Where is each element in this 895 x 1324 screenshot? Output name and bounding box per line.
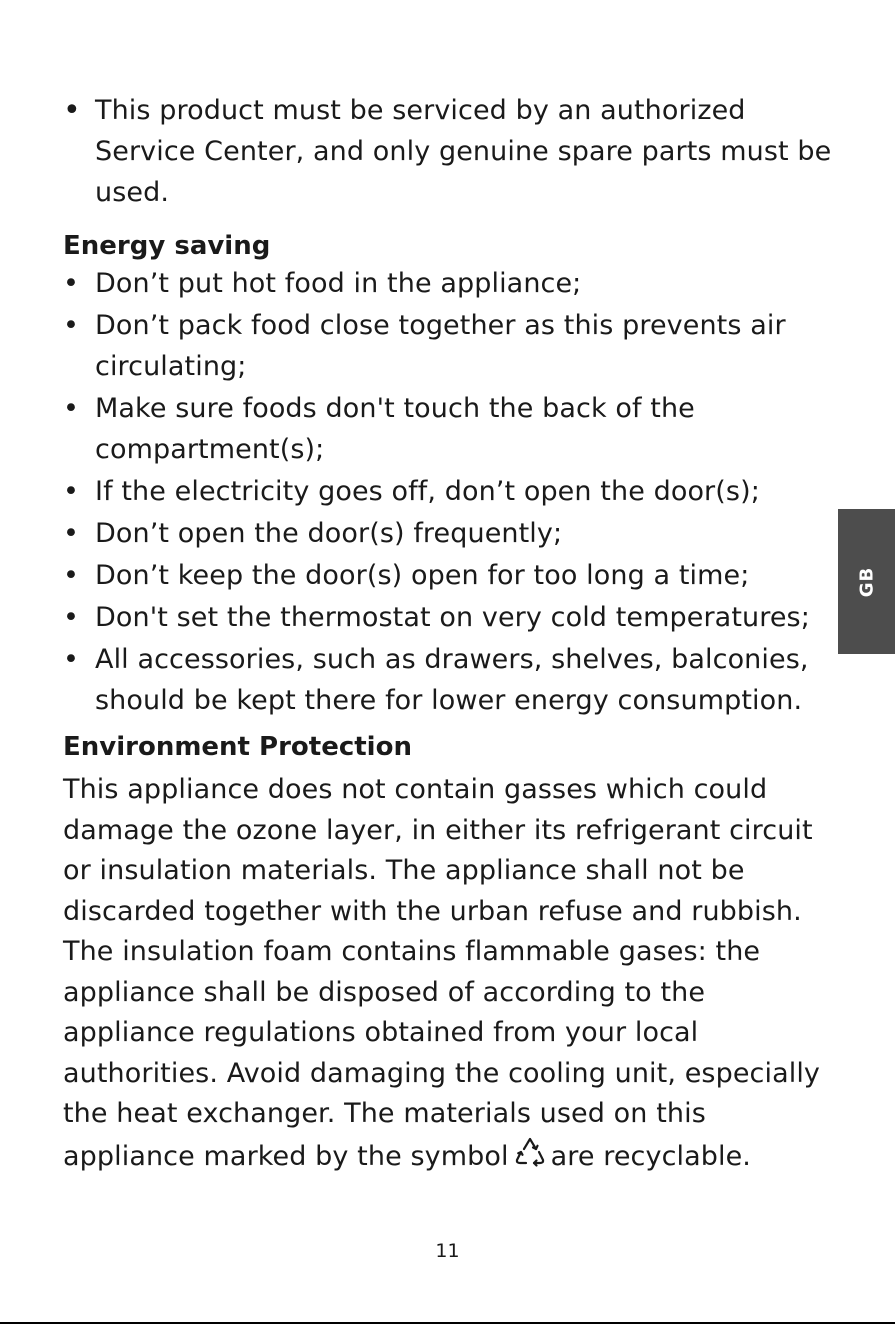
- bullet-icon: •: [63, 310, 80, 341]
- bullet-icon: •: [63, 393, 80, 424]
- page-content: [63, 90, 838, 1177]
- environment-text: This appliance does not contain gasses which could damage the ozone layer, in either its refrigerant circuit or insulation materials. The appliance shall not be discarded together with the urban refuse and rubbish. The insulation foam contains flammable gases: the appliance shall be disposed of according to the appliance regulations obtained from your local authorities. Avoid damaging the cooling unit, especially the heat exchanger. The materials used on this appliance marked by the symbol: [63, 774, 821, 1172]
- environment-paragraph: [63, 770, 838, 1177]
- list-item: [63, 90, 838, 213]
- list-item: [63, 555, 838, 596]
- bullet-icon: •: [63, 560, 80, 591]
- service-note-text: This product must be serviced by an authorized Service Center, and only genuine spare parts must be used.: [95, 95, 832, 208]
- list-item: [63, 388, 838, 470]
- language-tab: [838, 509, 895, 654]
- list-item-text: Don't set the thermostat on very cold temperatures;: [95, 602, 810, 633]
- bullet-icon: •: [63, 602, 80, 633]
- environment-protection-heading: Environment Protection: [63, 732, 412, 762]
- list-item-text: Don’t pack food close together as this prevents air circulating;: [95, 310, 786, 382]
- environment-text-end: are recyclable.: [550, 1140, 751, 1172]
- recycle-icon: [513, 1135, 547, 1169]
- list-item-text: Don’t put hot food in the appliance;: [95, 268, 582, 299]
- list-item: [63, 639, 838, 721]
- bullet-icon: •: [63, 93, 81, 128]
- list-item-text: If the electricity goes off, don’t open the door(s);: [95, 476, 760, 507]
- list-item-text: Don’t keep the door(s) open for too long a time;: [95, 560, 750, 591]
- list-item-text: Make sure foods don't touch the back of the compartment(s);: [95, 393, 695, 465]
- list-item-text: All accessories, such as drawers, shelves, balconies, should be kept there for lower energy consumption.: [95, 644, 809, 716]
- service-note-list: [63, 90, 838, 213]
- energy-saving-heading: Energy saving: [63, 231, 271, 261]
- list-item: [63, 597, 838, 638]
- list-item: [63, 471, 838, 512]
- bullet-icon: •: [63, 268, 80, 299]
- bullet-icon: •: [63, 476, 80, 507]
- list-item-text: Don’t open the door(s) frequently;: [95, 518, 563, 549]
- page-number: 11: [435, 1240, 460, 1262]
- bullet-icon: •: [63, 518, 80, 549]
- bullet-icon: •: [63, 644, 80, 675]
- list-item: [63, 513, 838, 554]
- energy-saving-list: [63, 263, 838, 721]
- list-item: [63, 263, 838, 304]
- language-tab-label: GB: [856, 566, 877, 597]
- list-item: [63, 305, 838, 387]
